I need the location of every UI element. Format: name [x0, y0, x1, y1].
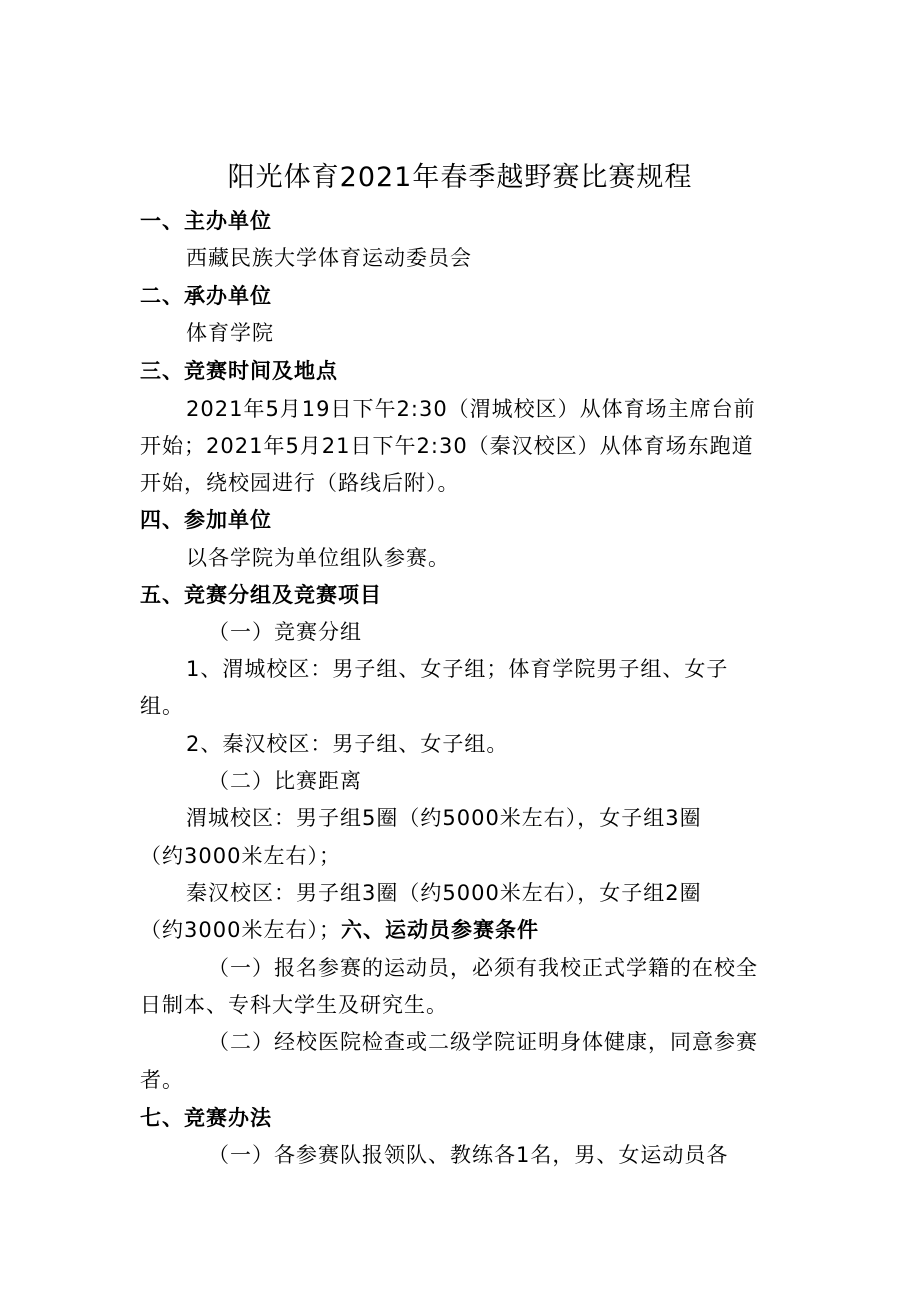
eligibility-item-2-line-2: 者。 [140, 1068, 184, 1092]
distance-weicheng-line-1: 渭城校区：男子组5圈（约5000米左右），女子组3圈 [186, 806, 702, 830]
grouping-item-2: 2、秦汉校区：男子组、女子组。 [186, 732, 509, 756]
grouping-subheading-1: （一）竞赛分组 [208, 620, 362, 644]
grouping-item-1-line-2: 组。 [140, 694, 184, 718]
distance-weicheng-line-2: （约3000米左右）； [140, 844, 341, 868]
section-heading-host: 二、承办单位 [140, 284, 272, 308]
section-heading-eligibility: 六、运动员参赛条件 [340, 918, 539, 942]
host-body: 体育学院 [186, 321, 274, 345]
organizer-body: 西藏民族大学体育运动委员会 [186, 246, 472, 270]
section-heading-grouping: 五、竞赛分组及竞赛项目 [140, 583, 382, 607]
section-heading-method: 七、竞赛办法 [140, 1106, 272, 1130]
distance-qinhan-line-1: 秦汉校区：男子组3圈（约5000米左右），女子组2圈 [186, 881, 702, 905]
grouping-subheading-2: （二）比赛距离 [208, 769, 362, 793]
time-place-line-3: 开始，绕校园进行（路线后附）。 [140, 471, 460, 495]
method-item-1-line-1: （一）各参赛队报领队、教练各1名，男、女运动员各 [208, 1143, 729, 1167]
eligibility-item-2-line-1: （二）经校医院检查或二级学院证明身体健康，同意参赛 [208, 1030, 758, 1054]
time-place-line-2: 开始；2021年5月21日下午2:30（秦汉校区）从体育场东跑道 [140, 434, 754, 458]
section-heading-time-place: 三、竞赛时间及地点 [140, 359, 338, 383]
section-heading-organizer: 一、主办单位 [140, 209, 272, 233]
time-place-line-1: 2021年5月19日下午2:30（渭城校区）从体育场主席台前 [186, 397, 756, 421]
distance-qinhan-line-2 [140, 913, 800, 947]
eligibility-item-1-line-2: 日制本、专科大学生及研究生。 [140, 993, 448, 1017]
participants-body: 以各学院为单位组队参赛。 [186, 546, 450, 570]
eligibility-item-1-line-1: （一）报名参赛的运动员，必须有我校正式学籍的在校全 [208, 956, 758, 980]
document-title: 阳光体育2021年春季越野赛比赛规程 [227, 162, 693, 193]
section-heading-participants: 四、参加单位 [140, 508, 272, 532]
distance-qinhan-line-2-text: （约3000米左右）； [140, 918, 341, 942]
grouping-item-1-line-1: 1、渭城校区：男子组、女子组；体育学院男子组、女子 [186, 657, 729, 681]
